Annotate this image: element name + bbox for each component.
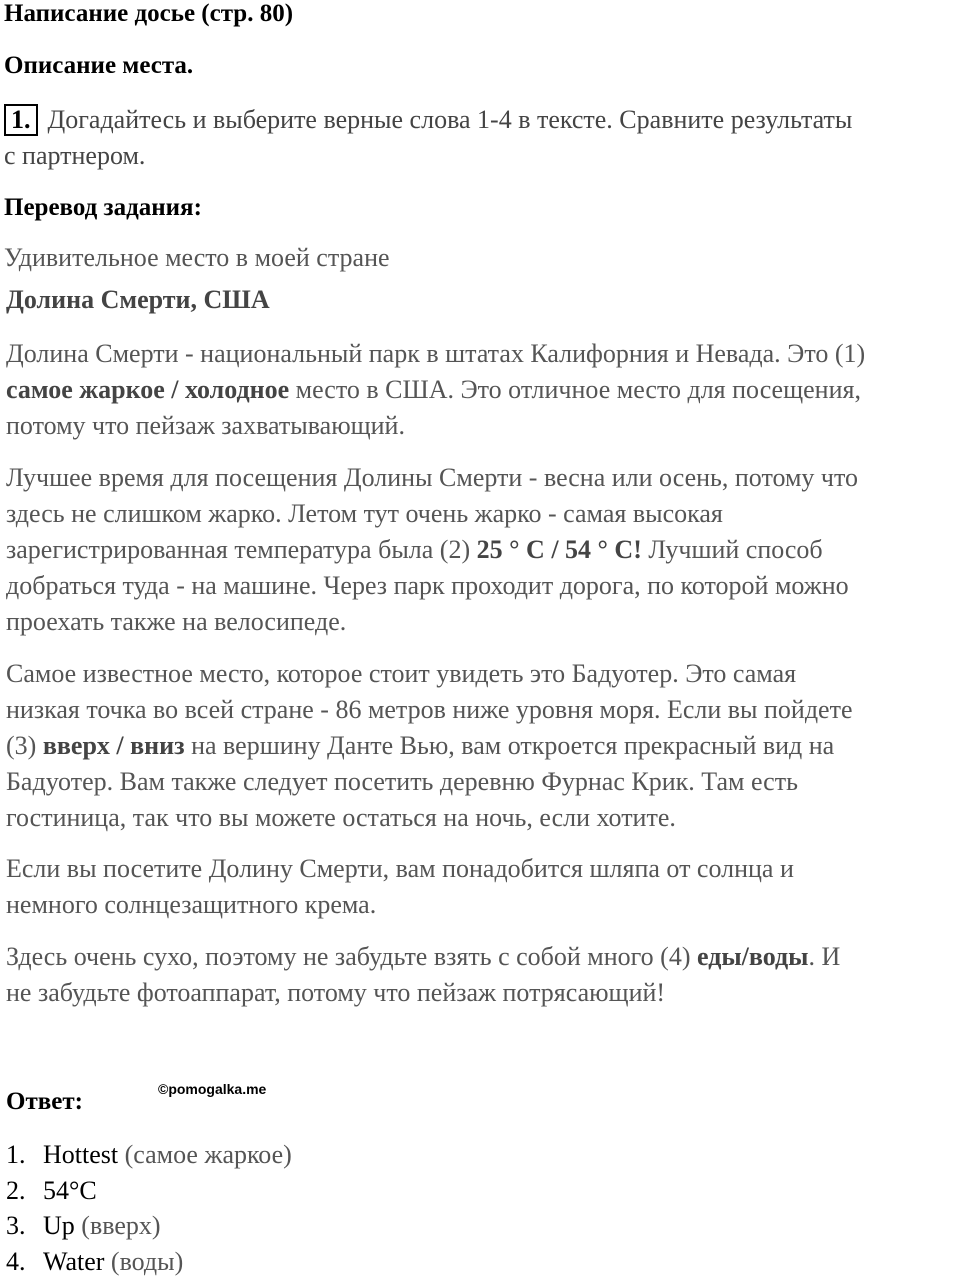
p2-text: зарегистрированная температура была (2) — [6, 535, 477, 564]
choice-3: вверх / вниз — [42, 731, 185, 760]
p1-line: Долина Смерти - национальный парк в штатах Калифорния и Невада. Это (1) — [6, 339, 866, 368]
watermark: ©pomogalka.me — [158, 1081, 267, 1097]
answer-item — [6, 1208, 161, 1244]
p5-line — [6, 939, 960, 975]
answer-english: Hottest — [43, 1140, 119, 1169]
task-text: Догадайтесь и выберите верные слова 1-4 в тексте. Сравните результаты — [47, 105, 853, 134]
answer-number: 4. — [6, 1247, 26, 1276]
p2-line — [6, 532, 960, 568]
answer-number: 1. — [6, 1140, 26, 1169]
answer-heading: Ответ: — [6, 1088, 83, 1115]
p5-text: . И — [808, 942, 841, 971]
task-line-2: с партнером. — [4, 141, 146, 170]
answer-number: 2. — [6, 1176, 26, 1205]
choice-4: еды/воды — [697, 942, 809, 971]
p2-line: здесь не слишком жарко. Летом тут очень жарко - самая высокая — [6, 499, 723, 528]
answer-number: 3. — [6, 1211, 26, 1240]
answer-item — [6, 1137, 292, 1173]
p3-text: (3) — [6, 731, 43, 760]
p3-line — [6, 728, 960, 764]
task-line-1 — [4, 102, 960, 138]
answer-russian: (воды) — [104, 1247, 184, 1276]
p2-line: добраться туда - на машине. Через парк проходит дорога, по которой можно — [6, 571, 849, 600]
answer-english: 54°C — [43, 1176, 97, 1205]
paragraph-2 — [6, 460, 960, 640]
p3-text: на вершину Данте Вью, вам откроется прекрасный вид на — [184, 731, 835, 760]
answer-item — [6, 1244, 183, 1280]
paragraph-1 — [6, 336, 960, 444]
p5-text: Здесь очень сухо, поэтому не забудьте взять с собой много (4) — [6, 942, 697, 971]
task-number-box: 1. — [4, 104, 38, 136]
paragraph-3 — [6, 656, 960, 836]
choice-2: 25 ° С / 54 ° С! — [476, 535, 642, 564]
p1-line — [6, 372, 960, 408]
p5-line: не забудьте фотоаппарат, потому что пейзаж потрясающий! — [6, 978, 666, 1007]
p1-text: место в США. Это отличное место для посещения, — [289, 375, 861, 404]
answer-item — [6, 1173, 97, 1209]
paragraph-4 — [6, 851, 960, 923]
p2-text: Лучший способ — [641, 535, 823, 564]
answer-english: Up — [43, 1211, 75, 1240]
p4-line: Если вы посетите Долину Смерти, вам понадобится шляпа от солнца и — [6, 854, 794, 883]
p2-line: Лучшее время для посещения Долины Смерти - весна или осень, потому что — [6, 463, 859, 492]
p3-line: Бадуотер. Вам также следует посетить деревню Фурнас Крик. Там есть — [6, 767, 798, 796]
p1-line: потому что пейзаж захватывающий. — [6, 411, 405, 440]
text-title: Долина Смерти, США — [6, 285, 270, 314]
answer-russian: (вверх) — [74, 1211, 161, 1240]
answer-russian: (самое жаркое) — [118, 1140, 292, 1169]
paragraph-5 — [6, 939, 960, 1011]
text-subtitle: Удивительное место в моей стране — [4, 243, 390, 272]
p2-line: проехать также на велосипеде. — [6, 607, 347, 636]
page-title: Написание досье (стр. 80) — [4, 0, 294, 27]
p3-line: низкая точка во всей стране - 86 метров ниже уровня моря. Если вы пойдете — [6, 695, 853, 724]
p3-line: гостиница, так что вы можете остаться на ночь, если хотите. — [6, 803, 676, 832]
translation-heading: Перевод задания: — [4, 194, 202, 221]
answer-english: Water — [43, 1247, 105, 1276]
choice-1: самое жаркое / холодное — [6, 375, 290, 404]
p3-line: Самое известное место, которое стоит увидеть это Бадуотер. Это самая — [6, 659, 797, 688]
section-title: Описание места. — [4, 52, 194, 79]
p4-line: немного солнцезащитного крема. — [6, 890, 377, 919]
